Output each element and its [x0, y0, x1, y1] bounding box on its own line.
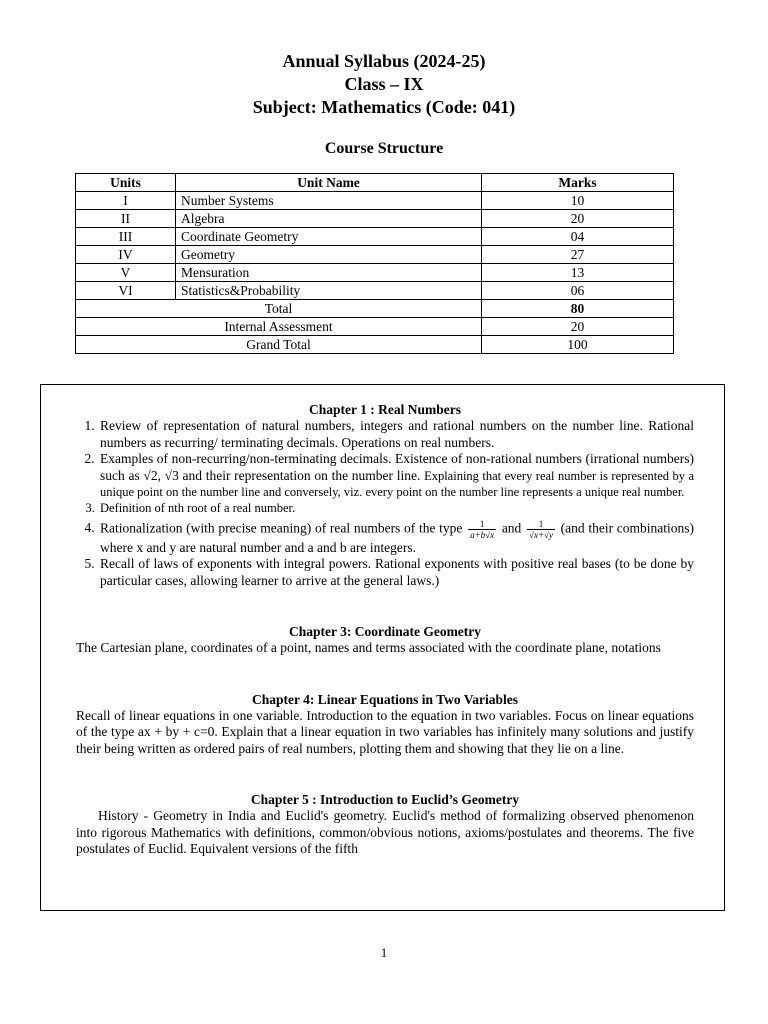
- table-row: [76, 246, 674, 264]
- chapter-5-title: Chapter 5 : Introduction to Euclid’s Geometry: [250, 792, 520, 807]
- unit-cell: IV: [76, 246, 176, 264]
- table-row: [76, 282, 674, 300]
- subject-label: Subject: Mathematics (Code: 041): [252, 97, 516, 117]
- unit-cell: VI: [76, 282, 176, 300]
- page-header: [0, 50, 768, 119]
- unit-name-cell: Number Systems: [176, 192, 482, 210]
- list-item-text: and: [501, 520, 522, 536]
- list-item-text: Definition of nth root of a real number.: [100, 500, 296, 515]
- table-row: [76, 264, 674, 282]
- list-item: [98, 519, 694, 557]
- fraction-2: [527, 519, 555, 540]
- unit-name-cell: Geometry: [176, 246, 482, 264]
- unit-cell: II: [76, 210, 176, 228]
- table-row: [76, 228, 674, 246]
- fraction-denominator: √x+√y: [529, 529, 553, 540]
- list-item: [98, 451, 694, 501]
- grand-total-row: [76, 336, 674, 354]
- marks-cell: 06: [482, 282, 674, 300]
- unit-name-cell: Coordinate Geometry: [176, 228, 482, 246]
- marks-cell: 10: [482, 192, 674, 210]
- page-number: 1: [380, 945, 388, 960]
- chapter-4-title: Chapter 4: Linear Equations in Two Variables: [251, 691, 519, 707]
- column-header: Marks: [482, 174, 674, 192]
- list-item: [98, 418, 694, 451]
- chapter-4-text: Recall of linear equations in one variable. Introduction to the equation in two variables. Focus on linear equations of the type ax + by + c=0. Explain that a linear equation in two variables has infinitely many solutions and justify their being written as ordered pairs of real numbers, plotting them and showing that they lie on a line.: [76, 707, 694, 756]
- internal-assessment-marks: 20: [482, 318, 674, 336]
- list-item-text: (and their combinations) where x and y are natural number and a and b are integers.: [100, 520, 695, 555]
- unit-name-cell: Statistics&Probability: [176, 282, 482, 300]
- syllabus-content-box: [40, 384, 725, 911]
- list-item-text: Recall of laws of exponents with integral powers. Rational exponents with positive real bases (to be done by particular cases, allowing learner to arrive at the general laws.): [100, 556, 694, 588]
- grand-total-label: Grand Total: [76, 336, 482, 354]
- chapter-3-text: The Cartesian plane, coordinates of a point, names and terms associated with the coordinate plane, notations: [76, 640, 661, 655]
- fraction-1: [468, 519, 496, 540]
- list-item-text: Rationalization (with precise meaning) of real numbers of the type: [100, 520, 463, 536]
- unit-cell: V: [76, 264, 176, 282]
- chapter-1-title: Chapter 1 : Real Numbers: [309, 402, 461, 417]
- list-item-text: Examples of non-recurring/non-terminating decimals. Existence of non-rational numbers (irrational numbers) such as √2, √3 and their representation on the number line.: [100, 451, 694, 483]
- list-item: [98, 556, 694, 589]
- table-row: [76, 192, 674, 210]
- list-item: [98, 501, 694, 516]
- unit-cell: III: [76, 228, 176, 246]
- total-row: [76, 300, 674, 318]
- list-item-text-small: Explaining that every real number is represented by a unique point on the number line and conversely, viz. every point on the number line represents a unique real number.: [100, 468, 695, 499]
- internal-assessment-label: Internal Assessment: [76, 318, 482, 336]
- total-marks: 80: [482, 300, 674, 318]
- unit-cell: I: [76, 192, 176, 210]
- grand-total-marks: 100: [482, 336, 674, 354]
- column-header: Units: [76, 174, 176, 192]
- table-row: [76, 210, 674, 228]
- marks-cell: 20: [482, 210, 674, 228]
- internal-assessment-row: [76, 318, 674, 336]
- fraction-denominator: a+b√x: [470, 529, 495, 540]
- course-structure-title: Course Structure: [324, 140, 444, 157]
- chapter-3-title: Chapter 3: Coordinate Geometry: [288, 624, 482, 639]
- fraction-numerator: 1: [527, 519, 555, 530]
- class-label: Class – IX: [344, 74, 424, 94]
- table-header-row: [76, 174, 674, 192]
- marks-cell: 04: [482, 228, 674, 246]
- column-header: Unit Name: [176, 174, 482, 192]
- chapter-1-list: [76, 418, 694, 589]
- course-structure-table: [75, 173, 674, 354]
- list-item-text: Review of representation of natural numbers, integers and rational numbers on the number line. Rational numbers as recurring/ terminating decimals. Operations on real numbers.: [100, 418, 694, 450]
- marks-cell: 13: [482, 264, 674, 282]
- syllabus-title: Annual Syllabus (2024-25): [282, 51, 486, 71]
- fraction-numerator: 1: [468, 519, 496, 530]
- unit-name-cell: Algebra: [176, 210, 482, 228]
- marks-cell: 27: [482, 246, 674, 264]
- total-label: Total: [76, 300, 482, 318]
- chapter-5-text: History - Geometry in India and Euclid's geometry. Euclid's method of formalizing observed phenomenon into rigorous Mathematics with definitions, common/obvious notions, axioms/postulates and theorems. The five postulates of Euclid. Equivalent versions of the fifth: [76, 808, 694, 856]
- unit-name-cell: Mensuration: [176, 264, 482, 282]
